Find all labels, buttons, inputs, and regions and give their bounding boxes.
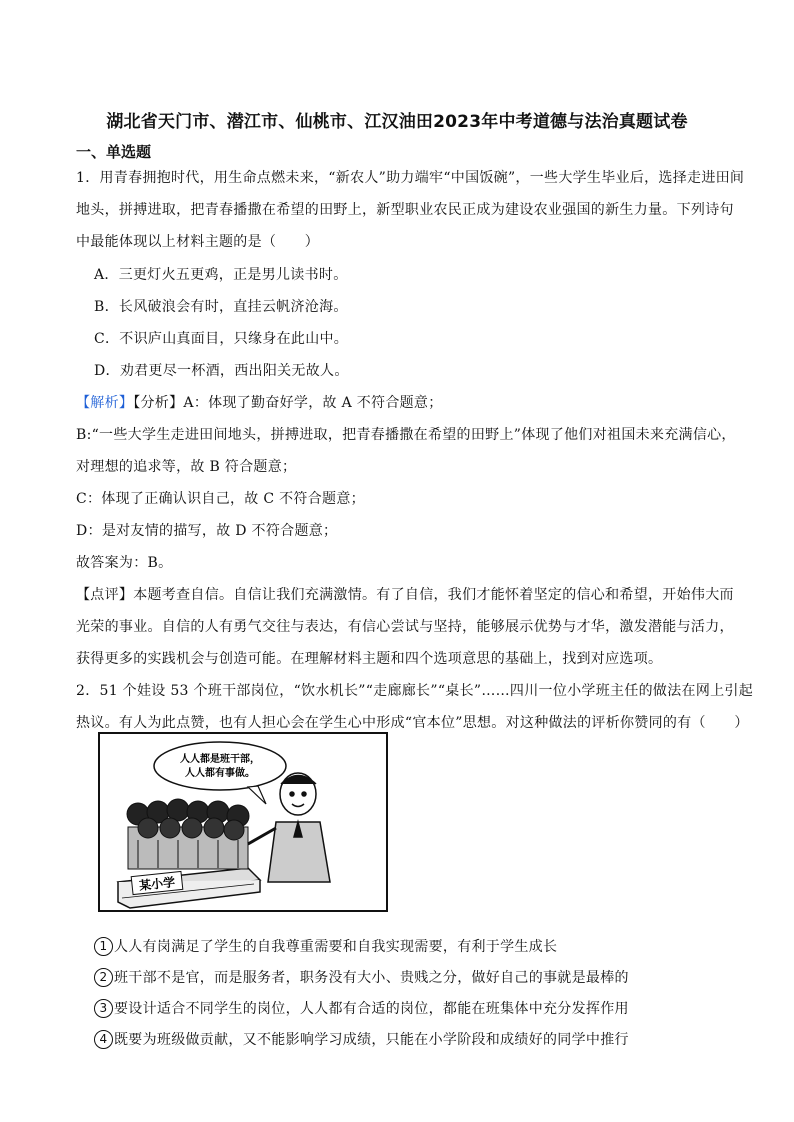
section-heading: 一、单选题 (76, 143, 152, 161)
q2-statement-3 (94, 998, 629, 1018)
q1-analysis-line: B:“一些大学生走进田间地头，拼搏进取，把青春播撒在希望的田野上”体现了他们对祖国未来充满信心， (76, 427, 736, 443)
statement-text: 要设计适合不同学生的岗位，人人都有合适的岗位，都能在班集体中充分发挥作用 (114, 1001, 629, 1017)
statement-number: 1 (94, 937, 113, 956)
statement-text: 人人有岗满足了学生的自我尊重需要和自我实现需要，有利于学生成长 (114, 939, 558, 955)
q1-analysis-line: 对理想的追求等，故 B 符合题意； (76, 459, 297, 475)
bubble-text-2: 人人都有事做。 (185, 768, 255, 779)
q1-stem-line: 1．用青春拥抱时代，用生命点燃未来，“新农人”助力端牢“中国饭碗”，一些大学生毕业后，选择走进田间 (76, 170, 745, 186)
q1-option-a: A．三更灯火五更鸡，正是男儿读书时。 (94, 267, 348, 283)
book-label: 某小学 (138, 875, 176, 893)
q1-comment-line: 光荣的事业。自信的人有勇气交往与表达，有信心尝试与坚持，能够展示优势与才华，激发潜能与活力， (76, 619, 734, 635)
page-title: 湖北省天门市、潜江市、仙桃市、江汉油田2023年中考道德与法治真题试卷 (106, 112, 688, 132)
q2-stem-line: 2．51 个娃设 53 个班干部岗位，“饮水机长”“走廊廊长”“桌长”……四川一位小学班主任的做法在网上引起 (76, 683, 754, 699)
q2-stem-line: 热议。有人为此点赞，也有人担心会在学生心中形成“官本位”思想。对这种做法的评析你赞同的有（ ） (76, 715, 749, 731)
q2-statement-1 (94, 936, 557, 956)
statement-text: 班干部不是官，而是服务者，职务没有大小、贵贱之分，做好自己的事就是最棒的 (114, 970, 629, 986)
q1-analysis-line: D：是对友情的描写，故 D 不符合题意； (76, 523, 338, 539)
q1-option-c: C．不识庐山真面目，只缘身在此山中。 (94, 331, 349, 347)
q1-answer: 故答案为：B。 (76, 555, 173, 571)
students-group-icon (127, 799, 249, 869)
statement-number: 4 (94, 1030, 113, 1049)
q1-comment-line: 【点评】本题考查自信。自信让我们充满激情。有了自信，我们才能怀着坚定的信心和希望，开始伟大而 (76, 587, 734, 603)
cartoon-illustration (98, 732, 388, 912)
speech-bubble (154, 742, 286, 790)
q1-option-b: B．长风破浪会有时，直挂云帆济沧海。 (94, 299, 348, 315)
q1-option-d: D．劝君更尽一杯酒，西出阳关无故人。 (94, 363, 349, 379)
q1-analysis-first (76, 392, 443, 412)
q1-analysis-line: C：体现了正确认识自己，故 C 不符合题意； (76, 491, 365, 507)
q2-statement-4 (94, 1029, 629, 1049)
statement-number: 3 (94, 999, 113, 1018)
q1-stem-line: 中最能体现以上材料主题的是（ ） (76, 234, 320, 250)
statement-number: 2 (94, 968, 113, 987)
statement-text: 既要为班级做贡献，又不能影响学习成绩，只能在小学阶段和成绩好的同学中推行 (114, 1032, 629, 1048)
q1-stem-line: 地头，拼搏进取，把青春播撒在希望的田野上，新型职业农民正成为建设农业强国的新生力量。下列诗句 (76, 202, 734, 218)
q1-comment-line: 获得更多的实践机会与创造可能。在理解材料主题和四个选项意思的基础上，找到对应选项。 (76, 651, 663, 667)
analysis-tag: 【解析】 (76, 395, 134, 411)
analysis-text: 【分析】A：体现了勤奋好学，故 A 不符合题意； (133, 395, 443, 411)
q2-statement-2 (94, 967, 629, 987)
bubble-text-1: 人人都是班干部， (180, 754, 260, 765)
